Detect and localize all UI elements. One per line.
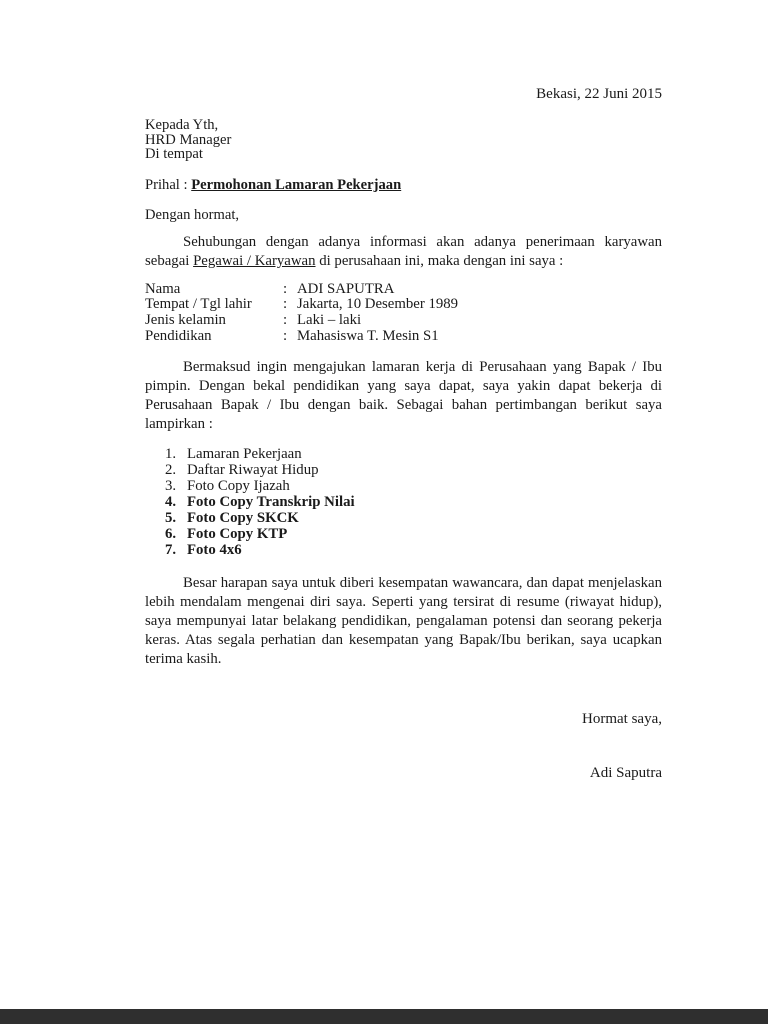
sign-off: Hormat saya, <box>582 711 662 728</box>
attachment-number: 6. <box>165 526 177 543</box>
attachment-text: Lamaran Pekerjaan <box>187 446 302 463</box>
detail-label: Tempat / Tgl lahir <box>145 296 252 313</box>
letter-date: Bekasi, 22 Juni 2015 <box>536 86 662 102</box>
body-paragraph: Bermaksud ingin mengajukan lamaran kerja di Perusahaan yang Bapak / Ibu pimpin. Dengan bekal pendidikan yang saya dapat, saya yakin dapat bekerja di Perusahaan Bapak / Ibu dengan baik. Sebagai bahan pertimbangan berikut saya lampirkan : <box>145 359 662 433</box>
attachment-text: Foto Copy Transkrip Nilai <box>187 494 355 511</box>
recipient-block <box>145 118 662 162</box>
detail-value: Jakarta, 10 Desember 1989 <box>297 296 459 313</box>
detail-value: Laki – laki <box>297 311 362 328</box>
detail-label: Nama <box>145 280 181 297</box>
attachment-item <box>165 494 662 510</box>
attachment-number: 4. <box>165 494 177 511</box>
detail-value: ADI SAPUTRA <box>297 280 395 297</box>
detail-colon: : <box>283 327 288 344</box>
recipient-line: HRD Manager <box>145 131 232 148</box>
viewer-bottom-bar <box>0 1009 768 1024</box>
attachment-item <box>165 478 662 494</box>
detail-label: Pendidikan <box>145 327 212 344</box>
attachment-text: Foto Copy KTP <box>187 526 288 543</box>
attachments-list <box>145 446 662 558</box>
attachment-item <box>165 446 662 462</box>
salutation: Dengan hormat, <box>145 206 240 223</box>
underlined-term: Pegawai / Karyawan <box>193 252 316 269</box>
subject-line <box>145 177 662 193</box>
attachment-number: 5. <box>165 510 177 527</box>
detail-colon: : <box>283 296 288 313</box>
detail-colon: : <box>283 311 288 328</box>
subject-title: Permohonan Lamaran Pekerjaan <box>191 176 402 193</box>
subject-prefix: Prihal : <box>145 176 192 193</box>
detail-row <box>145 297 662 313</box>
intro-paragraph <box>145 233 662 271</box>
recipient-line: Kepada Yth, <box>145 117 219 133</box>
closing-paragraph: Besar harapan saya untuk diberi kesempatan wawancara, dan dapat menjelaskan lebih mendalam mengenai diri saya. Seperti yang tersirat di resume (riwayat hidup), saya mempunyai latar belakang pendidikan, pengalaman potensi dan seorang pekerja keras. Atas segala perhatian dan kesempatan yang Bapak/Ibu berikan, saya ucapkan terima kasih. <box>145 575 662 668</box>
attachment-item <box>165 462 662 478</box>
attachment-number: 2. <box>165 462 177 479</box>
attachment-number: 7. <box>165 542 177 559</box>
signature-name: Adi Saputra <box>589 765 662 782</box>
attachment-text: Foto 4x6 <box>187 542 242 559</box>
detail-value: Mahasiswa T. Mesin S1 <box>297 327 439 344</box>
recipient-line: Di tempat <box>145 146 203 163</box>
detail-row <box>145 282 662 298</box>
attachment-number: 3. <box>165 478 177 495</box>
attachment-item <box>165 542 662 558</box>
detail-row <box>145 329 662 345</box>
detail-colon: : <box>283 280 288 297</box>
detail-row <box>145 313 662 329</box>
intro-text-before: Sehubungan dengan adanya informasi akan adanya penerimaan karyawan sebagai <box>145 233 662 269</box>
attachment-number: 1. <box>165 446 177 463</box>
detail-label: Jenis kelamin <box>145 311 226 328</box>
attachment-item <box>165 510 662 526</box>
attachment-text: Foto Copy Ijazah <box>187 478 290 495</box>
intro-text-after: di perusahaan ini, maka dengan ini saya : <box>315 252 564 269</box>
attachment-text: Foto Copy SKCK <box>187 510 299 527</box>
applicant-details <box>145 282 662 344</box>
attachment-item <box>165 526 662 542</box>
attachment-text: Daftar Riwayat Hidup <box>187 462 319 479</box>
